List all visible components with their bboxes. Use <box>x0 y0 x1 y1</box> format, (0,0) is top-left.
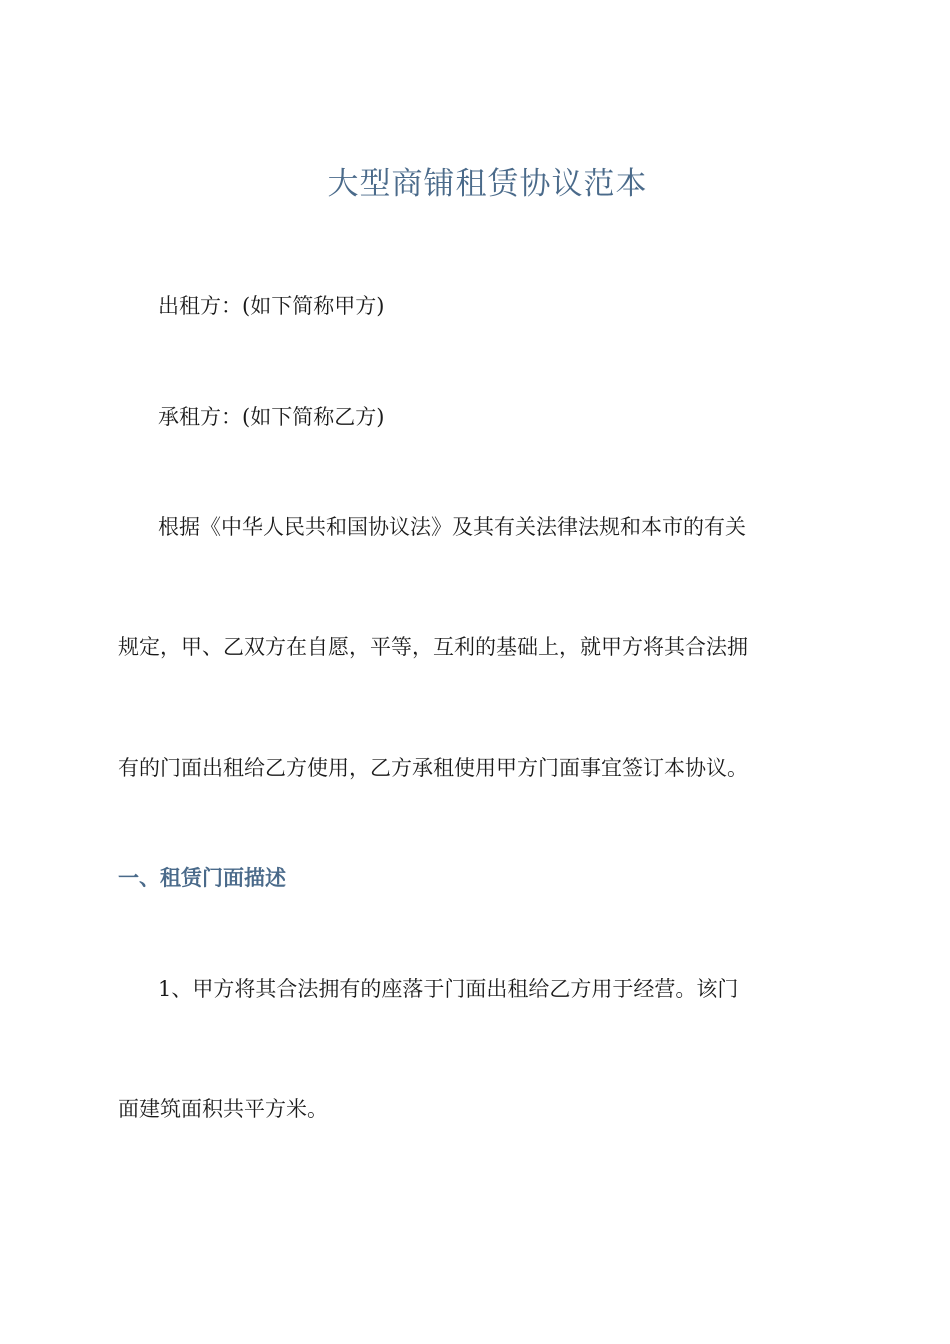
section-1-heading: 一、租赁门面描述 <box>118 866 286 890</box>
clause-1-line-2: 面建筑面积共平方米。 <box>118 1097 328 1121</box>
preamble-line-3: 有的门面出租给乙方使用，乙方承租使用甲方门面事宜签订本协议。 <box>118 756 748 780</box>
preamble-line-2: 规定，甲、乙双方在自愿，平等，互利的基础上，就甲方将其合法拥 <box>118 635 748 659</box>
lessor-line: 出租方：(如下简称甲方) <box>158 294 385 318</box>
lessee-line: 承租方：(如下简称乙方) <box>158 405 385 429</box>
document-title: 大型商铺租赁协议范本 <box>327 166 648 202</box>
clause-1-line-1: 1、甲方将其合法拥有的座落于门面出租给乙方用于经营。该门 <box>158 977 739 1001</box>
preamble-line-1: 根据《中华人民共和国协议法》及其有关法律法规和本市的有关 <box>158 515 746 539</box>
